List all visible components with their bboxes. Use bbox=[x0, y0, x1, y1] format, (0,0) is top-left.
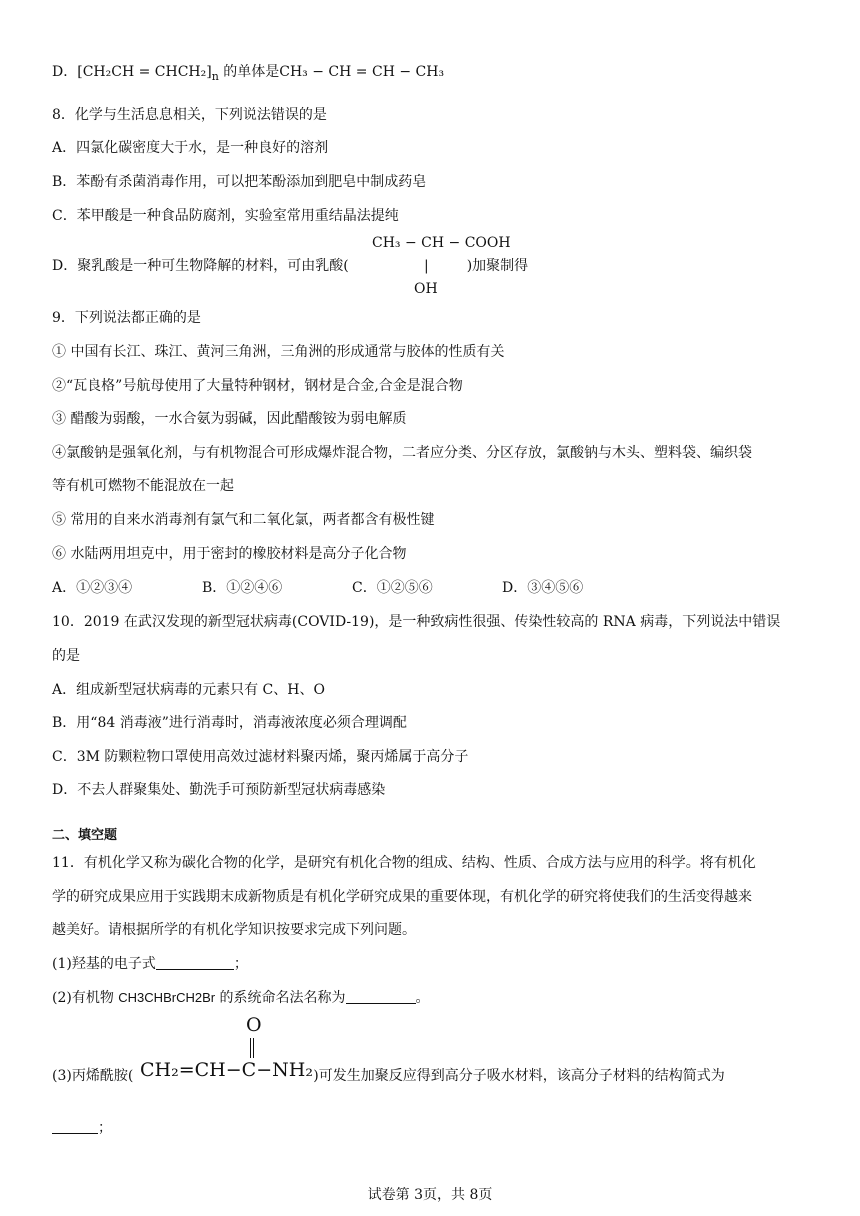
question-text: (1)羟基的电子式 bbox=[52, 956, 156, 972]
q11-part-2 bbox=[52, 988, 430, 1008]
q10-option-d: D．不去人群聚集处、勤洗手可预防新型冠状病毒感染 bbox=[52, 782, 386, 798]
q8-stem: 8．化学与生活息息相关，下列说法错误的是 bbox=[52, 107, 327, 123]
question-text: (3)丙烯酰胺( bbox=[52, 1068, 134, 1084]
q9-statement-6: ⑥ 水陆两用坦克中，用于密封的橡胶材料是高分子化合物 bbox=[52, 546, 407, 562]
q8-option-b: B．苯酚有杀菌消毒作用，可以把苯酚添加到肥皂中制成药皂 bbox=[52, 174, 427, 190]
q11-intro-b: 学的研究成果应用于实践期末成新物质是有机化学研究成果的重要体现，有机化学的研究将使我们的生活变得越来 bbox=[52, 889, 752, 905]
q11-part-1 bbox=[52, 954, 248, 974]
q9-statement-2: ②“瓦良格”号航母使用了大量特种钢材，钢材是合金,合金是混合物 bbox=[52, 378, 463, 394]
q9-statement-1: ① 中国有长江、珠江、黄河三角洲，三角洲的形成通常与胶体的性质有关 bbox=[52, 344, 505, 360]
option-label: D． bbox=[52, 64, 78, 80]
acrylamide-structure bbox=[140, 1014, 330, 1084]
q7-option-d bbox=[52, 62, 444, 87]
q11-intro-a: 11．有机化学又称为碳化合物的化学，是研究有机化合物的组成、结构、性质、合成方法与应用的科学。将有机化 bbox=[52, 855, 756, 871]
polymer-bracket-close: ] bbox=[206, 64, 212, 80]
page-footer: 试卷第 3页，共 8页 bbox=[367, 1187, 493, 1203]
acrylamide-oxygen: O bbox=[246, 1014, 262, 1036]
monomer-formula: CH₃ − CH = CH − CH₃ bbox=[279, 64, 445, 80]
q9-statement-4b: 等有机可燃物不能混放在一起 bbox=[52, 478, 234, 494]
option-text-end: )加聚制得 bbox=[466, 258, 529, 274]
polymer-bracket-open: [ bbox=[77, 64, 83, 80]
question-text-end: 。 bbox=[415, 990, 430, 1006]
q9-stem: 9．下列说法都正确的是 bbox=[52, 310, 201, 326]
organic-formula: CH3CHBrCH2Br bbox=[118, 990, 216, 1005]
option-text: 的单体是 bbox=[218, 64, 280, 80]
question-text: 的系统命名法名称为 bbox=[215, 990, 346, 1006]
q10-stem-a: 10．2019 在武汉发现的新型冠状病毒(COVID-19)，是一种致病性很强、传染性较高的 RNA 病毒，下列说法中错误 bbox=[52, 614, 781, 630]
lactic-acid-oh: OH bbox=[414, 281, 438, 297]
q10-option-a: A．组成新型冠状病毒的元素只有 C、H、O bbox=[52, 682, 325, 698]
answer-blank-3[interactable] bbox=[52, 1119, 98, 1134]
q9-statement-5: ⑤ 常用的自来水消毒剂有氯气和二氧化氯，两者都含有极性键 bbox=[52, 512, 435, 528]
question-text-end: ； bbox=[98, 1120, 112, 1136]
q10-option-b: B．用“84 消毒液”进行消毒时，消毒液浓度必须合理调配 bbox=[52, 715, 407, 731]
q11-part-3-answer bbox=[52, 1118, 112, 1138]
lactic-acid-formula-top: CH₃ − CH − COOH bbox=[372, 235, 511, 251]
q9-option-c: C．①②⑤⑥ bbox=[352, 580, 433, 596]
carbonyl-double-bond bbox=[250, 1038, 254, 1058]
answer-blank-1[interactable] bbox=[156, 955, 234, 970]
q9-option-d: D．③④⑤⑥ bbox=[502, 580, 584, 596]
polymer-repeat-unit: CH₂CH = CHCH₂ bbox=[82, 64, 207, 80]
q8-option-c: C．苯甲酸是一种食品防腐剂，实验室常用重结晶法提纯 bbox=[52, 208, 399, 224]
acrylamide-chain: CH₂=CH−C−NH₂ bbox=[140, 1059, 313, 1081]
q9-statement-3: ③ 醋酸为弱酸，一水合氨为弱碱，因此醋酸铵为弱电解质 bbox=[52, 411, 407, 427]
question-text-end: ； bbox=[233, 956, 248, 972]
q11-intro-c: 越美好。请根据所学的有机化学知识按要求完成下列问题。 bbox=[52, 922, 416, 938]
option-text: D．聚乳酸是一种可生物降解的材料，可由乳酸( bbox=[52, 258, 349, 274]
q10-option-c: C．3M 防颗粒物口罩使用高效过滤材料聚丙烯，聚丙烯属于高分子 bbox=[52, 749, 469, 765]
q8-option-d bbox=[52, 256, 528, 276]
polymer-n: n bbox=[211, 69, 219, 83]
lactic-acid-bond: | bbox=[424, 258, 429, 274]
q9-option-b: B．①②④⑥ bbox=[202, 580, 283, 596]
question-text: (2)有机物 bbox=[52, 990, 119, 1006]
section-title: 二、填空题 bbox=[52, 828, 118, 843]
q8-option-a: A．四氯化碳密度大于水，是一种良好的溶剂 bbox=[52, 140, 329, 156]
answer-blank-2[interactable] bbox=[346, 989, 416, 1004]
q9-options bbox=[52, 578, 583, 598]
question-text: )可发生加聚反应得到高分子吸水材料，该高分子材料的结构简式为 bbox=[313, 1068, 725, 1084]
q10-stem-b: 的是 bbox=[52, 648, 80, 664]
q9-option-a: A．①②③④ bbox=[52, 580, 133, 596]
q9-statement-4a: ④氯酸钠是强氧化剂，与有机物混合可形成爆炸混合物，二者应分类、分区存放，氯酸钠与木头、塑料袋、编织袋 bbox=[52, 445, 752, 461]
